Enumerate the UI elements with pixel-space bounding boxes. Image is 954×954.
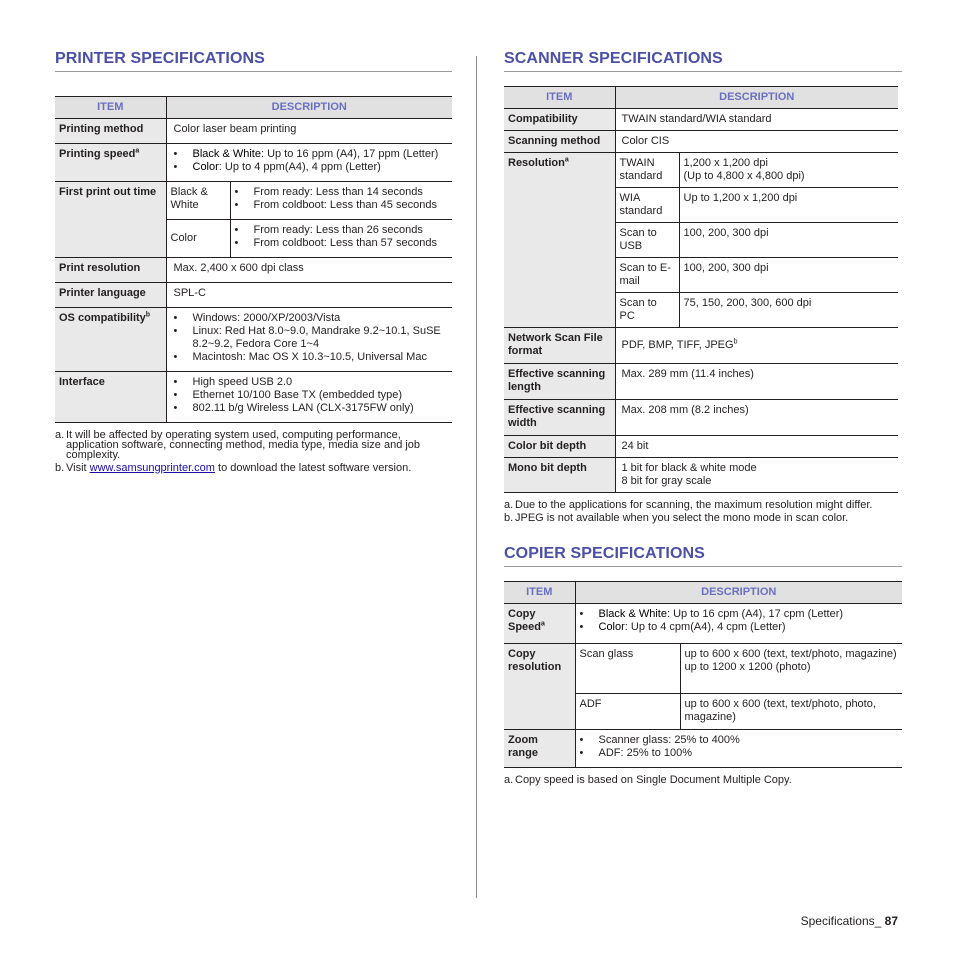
- printer-language-label: Printer language: [55, 283, 166, 308]
- printer-spec-table: [55, 96, 452, 423]
- scanning-method-value: Color CIS: [615, 131, 898, 153]
- copy-speed-value: [575, 604, 902, 644]
- list-item: • Black & White: Up to 16 cpm (A4), 17 cpm (Letter): [580, 608, 899, 621]
- printer-col-description: DESCRIPTION: [166, 97, 452, 119]
- list-item: • ADF: 25% to 100%: [580, 747, 899, 760]
- twain-label: TWAIN standard: [615, 153, 679, 188]
- scan-to-email-value: 100, 200, 300 dpi: [679, 258, 898, 293]
- scanning-width-label: Effective scanning width: [504, 400, 615, 436]
- scanner-col-item: ITEM: [504, 87, 615, 109]
- wia-value: Up to 1,200 x 1,200 dpi: [679, 188, 898, 223]
- printing-method-label: Printing method: [55, 119, 166, 144]
- scan-glass-value: up to 600 x 600 (text, text/photo, magazine) up to 1200 x 1200 (photo): [680, 644, 902, 694]
- copier-col-item: ITEM: [504, 582, 575, 604]
- copier-spec-table: [504, 581, 902, 768]
- compatibility-label: Compatibility: [504, 109, 615, 131]
- interface-value: [166, 372, 452, 423]
- scanner-spec-table: [504, 86, 898, 493]
- compatibility-value: TWAIN standard/WIA standard: [615, 109, 898, 131]
- scan-to-pc-label: Scan to PC: [615, 293, 679, 328]
- printer-footnotes: [55, 430, 452, 473]
- copier-footnotes: [504, 775, 902, 785]
- scanning-width-value: Max. 208 mm (8.2 inches): [615, 400, 898, 436]
- fpot-bw-label: Black & White: [166, 182, 230, 220]
- samsung-printer-link[interactable]: www.samsungprinter.com: [89, 462, 215, 474]
- copy-speed-label: Copy Speed$^a$: [504, 604, 575, 644]
- network-scan-format-value: PDF, BMP, TIFF, JPEG$^b$: [615, 328, 898, 364]
- printing-speed-label: Printing speed$^a$: [55, 144, 166, 182]
- scan-to-pc-value: 75, 150, 200, 300, 600 dpi: [679, 293, 898, 328]
- list-item: • From ready: Less than 26 seconds: [235, 224, 449, 237]
- list-item: • Ethernet 10/100 Base TX (embedded type): [174, 389, 449, 402]
- interface-label: Interface: [55, 372, 166, 423]
- wia-label: WIA standard: [615, 188, 679, 223]
- list-item: • From ready: Less than 14 seconds: [235, 186, 449, 199]
- color-bit-depth-value: 24 bit: [615, 436, 898, 458]
- mono-bit-depth-value: 1 bit for black & white mode 8 bit for gray scale: [615, 458, 898, 493]
- list-item: • From coldboot: Less than 57 seconds: [235, 237, 449, 250]
- twain-value: 1,200 x 1,200 dpi (Up to 4,800 x 4,800 dpi): [679, 153, 898, 188]
- scan-glass-label: Scan glass: [575, 644, 680, 694]
- first-print-out-label: First print out time: [55, 182, 166, 258]
- printing-method-value: Color laser beam printing: [166, 119, 452, 144]
- zoom-range-label: Zoom range: [504, 730, 575, 768]
- printer-specifications-heading: PRINTER SPECIFICATIONS: [55, 50, 452, 72]
- list-item: • From coldboot: Less than 45 seconds: [235, 199, 449, 212]
- list-item: • Linux: Red Hat 8.0~9.0, Mandrake 9.2~10.1, SuSE 8.2~9.2, Fedora Core 1~4: [174, 325, 449, 351]
- column-divider: [476, 56, 477, 898]
- zoom-range-value: [575, 730, 902, 768]
- copy-resolution-label: Copy resolution: [504, 644, 575, 730]
- fpot-bw-value: [230, 182, 452, 220]
- scanner-footnotes: [504, 500, 902, 523]
- list-item: • High speed USB 2.0: [174, 376, 449, 389]
- scanning-length-label: Effective scanning length: [504, 364, 615, 400]
- mono-bit-depth-label: Mono bit depth: [504, 458, 615, 493]
- scanner-copier-section: [504, 50, 902, 788]
- scanner-specifications-heading: SCANNER SPECIFICATIONS: [504, 50, 902, 72]
- network-scan-format-label: Network Scan File format: [504, 328, 615, 364]
- scanning-method-label: Scanning method: [504, 131, 615, 153]
- list-item: • Black & White: Up to 16 ppm (A4), 17 ppm (Letter): [174, 148, 449, 161]
- list-item: • Scanner glass: 25% to 400%: [580, 734, 899, 747]
- printer-footnote-a: a. It will be affected by operating system used, computing performance, application software, connecting method, media type, media size and job complexity.: [55, 429, 421, 461]
- footer-section-label: Specifications_: [800, 914, 882, 928]
- copier-specifications-heading: COPIER SPECIFICATIONS: [504, 545, 902, 567]
- list-item: • 802.11 b/g Wireless LAN (CLX-3175FW only): [174, 402, 449, 415]
- adf-value: up to 600 x 600 (text, text/photo, photo, magazine): [680, 694, 902, 730]
- printer-language-value: SPL-C: [166, 283, 452, 308]
- printing-speed-value: [166, 144, 452, 182]
- scanner-footnote-b: b. JPEG is not available when you select the mono mode in scan color.: [504, 512, 849, 524]
- scan-to-usb-label: Scan to USB: [615, 223, 679, 258]
- page-number: 87: [881, 914, 898, 928]
- printer-col-item: ITEM: [55, 97, 166, 119]
- print-resolution-label: Print resolution: [55, 258, 166, 283]
- os-compatibility-value: [166, 308, 452, 372]
- scanner-footnote-a: a. Due to the applications for scanning, the maximum resolution might differ.: [504, 499, 873, 511]
- os-compatibility-label: OS compatibility$^b$: [55, 308, 166, 372]
- fpot-color-label: Color: [166, 220, 230, 258]
- list-item: • Macintosh: Mac OS X 10.3~10.5, Universal Mac: [174, 351, 449, 364]
- adf-label: ADF: [575, 694, 680, 730]
- scanner-col-description: DESCRIPTION: [615, 87, 898, 109]
- printer-section: [55, 50, 452, 476]
- list-item: • Windows: 2000/XP/2003/Vista: [174, 312, 449, 325]
- copier-col-description: DESCRIPTION: [575, 582, 902, 604]
- scanning-length-value: Max. 289 mm (11.4 inches): [615, 364, 898, 400]
- copier-footnote-a: a. Copy speed is based on Single Document Multiple Copy.: [504, 774, 792, 786]
- page-footer: [801, 914, 898, 928]
- print-resolution-value: Max. 2,400 x 600 dpi class: [166, 258, 452, 283]
- list-item: • Color: Up to 4 ppm(A4), 4 ppm (Letter): [174, 161, 449, 174]
- resolution-label: Resolution$^a$: [504, 153, 615, 328]
- scan-to-usb-value: 100, 200, 300 dpi: [679, 223, 898, 258]
- scan-to-email-label: Scan to E-mail: [615, 258, 679, 293]
- list-item: • Color: Up to 4 cpm(A4), 4 cpm (Letter): [580, 621, 899, 634]
- printer-footnote-b: b. Visit www.samsungprinter.com to download the latest software version.: [55, 462, 412, 474]
- fpot-color-value: [230, 220, 452, 258]
- color-bit-depth-label: Color bit depth: [504, 436, 615, 458]
